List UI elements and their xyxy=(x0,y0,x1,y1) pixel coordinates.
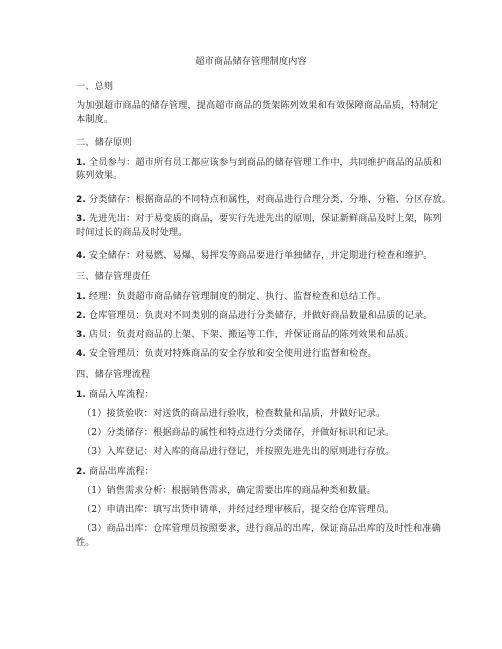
list-item xyxy=(76,213,442,225)
list-item xyxy=(76,291,386,303)
paragraph-text: 商品入库流程： xyxy=(88,389,154,400)
list-item xyxy=(76,250,433,262)
list-item xyxy=(76,157,442,169)
sub-list-item: （3）商品出库：仓库管理员按照要求，进行商品的出库，保证商品出库的及时性和准确 xyxy=(82,523,441,534)
paragraph-text: 分类储存：根据商品的不同特点和属性，对商品进行合理分类、分堆、分箱、分区存放。 xyxy=(88,194,452,205)
list-number: 2. xyxy=(76,195,86,205)
paragraph-text: 安全储存：对易燃、易爆、易挥发等商品要进行单独储存，并定期进行检查和维护。 xyxy=(88,250,433,261)
section-heading: 三、储存管理责任 xyxy=(76,271,151,282)
paragraph-text: 店员：负责对商品的上架、下架、搬运等工作，并保证商品的陈列效果和品质。 xyxy=(88,329,414,340)
paragraph-line: 本制度。 xyxy=(76,114,114,125)
list-item xyxy=(76,348,377,360)
sub-list-item: （3）入库登记：对入库的商品进行登记，并按照先进先出的原则进行存放。 xyxy=(82,446,395,457)
paragraph-text: 全员参与：超市所有员工都应该参与到商品的储存管理工作中，共同维护商品的品质和 xyxy=(88,157,442,168)
section-heading: 二、储存原则 xyxy=(76,137,132,148)
list-item xyxy=(76,389,154,401)
list-number: 3. xyxy=(76,214,86,224)
paragraph-text: 经理：负责超市商品储存管理制度的制定、执行、监督检查和总结工作。 xyxy=(88,291,387,302)
document-title: 超市商品储存管理制度内容 xyxy=(195,56,307,67)
paragraph-line: 陈列效果。 xyxy=(76,170,123,181)
section-heading: 四、储存管理流程 xyxy=(76,369,151,380)
list-number: 2. xyxy=(76,311,86,321)
paragraph-line: 为加强超市商品的储存管理，提高超市商品的货架陈列效果和有效保障商品品质，特制定 xyxy=(76,100,439,111)
paragraph-line: 时间过长的商品及时处理。 xyxy=(76,227,188,238)
list-number: 3. xyxy=(76,330,86,340)
list-item xyxy=(76,310,433,322)
list-item xyxy=(76,466,154,478)
sub-list-item: （1）销售需求分析：根据销售需求，确定需要出库的商品种类和数量。 xyxy=(82,485,376,496)
list-number: 4. xyxy=(76,349,86,359)
paragraph-text: 安全管理员：负责对特殊商品的安全存放和安全使用进行监督和检查。 xyxy=(88,348,377,359)
paragraph-text: 仓库管理员：负责对不同类别的商品进行分类储存，并做好商品数量和品质的记录。 xyxy=(88,310,433,321)
sub-list-item: （1）接货验收：对送货的商品进行验收，检查数量和品质，并做好记录。 xyxy=(82,408,386,419)
paragraph-text: 商品出库流程： xyxy=(88,466,154,477)
sub-list-item: （2）分类储存：根据商品的属性和特点进行分类储存，并做好标识和记录。 xyxy=(82,427,395,438)
list-item xyxy=(76,329,414,341)
list-number: 2. xyxy=(76,467,86,477)
section-heading: 一、总则 xyxy=(76,81,114,92)
sub-list-item: （2）申请出库：填写出货申请单，并经过经理审核后，提交给仓库管理员。 xyxy=(82,504,395,515)
list-number: 1. xyxy=(76,158,86,168)
paragraph-line: 性。 xyxy=(76,537,95,548)
paragraph-text: 先进先出：对于易变质的商品，要实行先进先出的原则，保证新鲜商品及时上架，陈列 xyxy=(88,213,442,224)
list-number: 1. xyxy=(76,292,86,302)
list-number: 4. xyxy=(76,251,86,261)
list-item xyxy=(76,194,451,206)
list-number: 1. xyxy=(76,390,86,400)
